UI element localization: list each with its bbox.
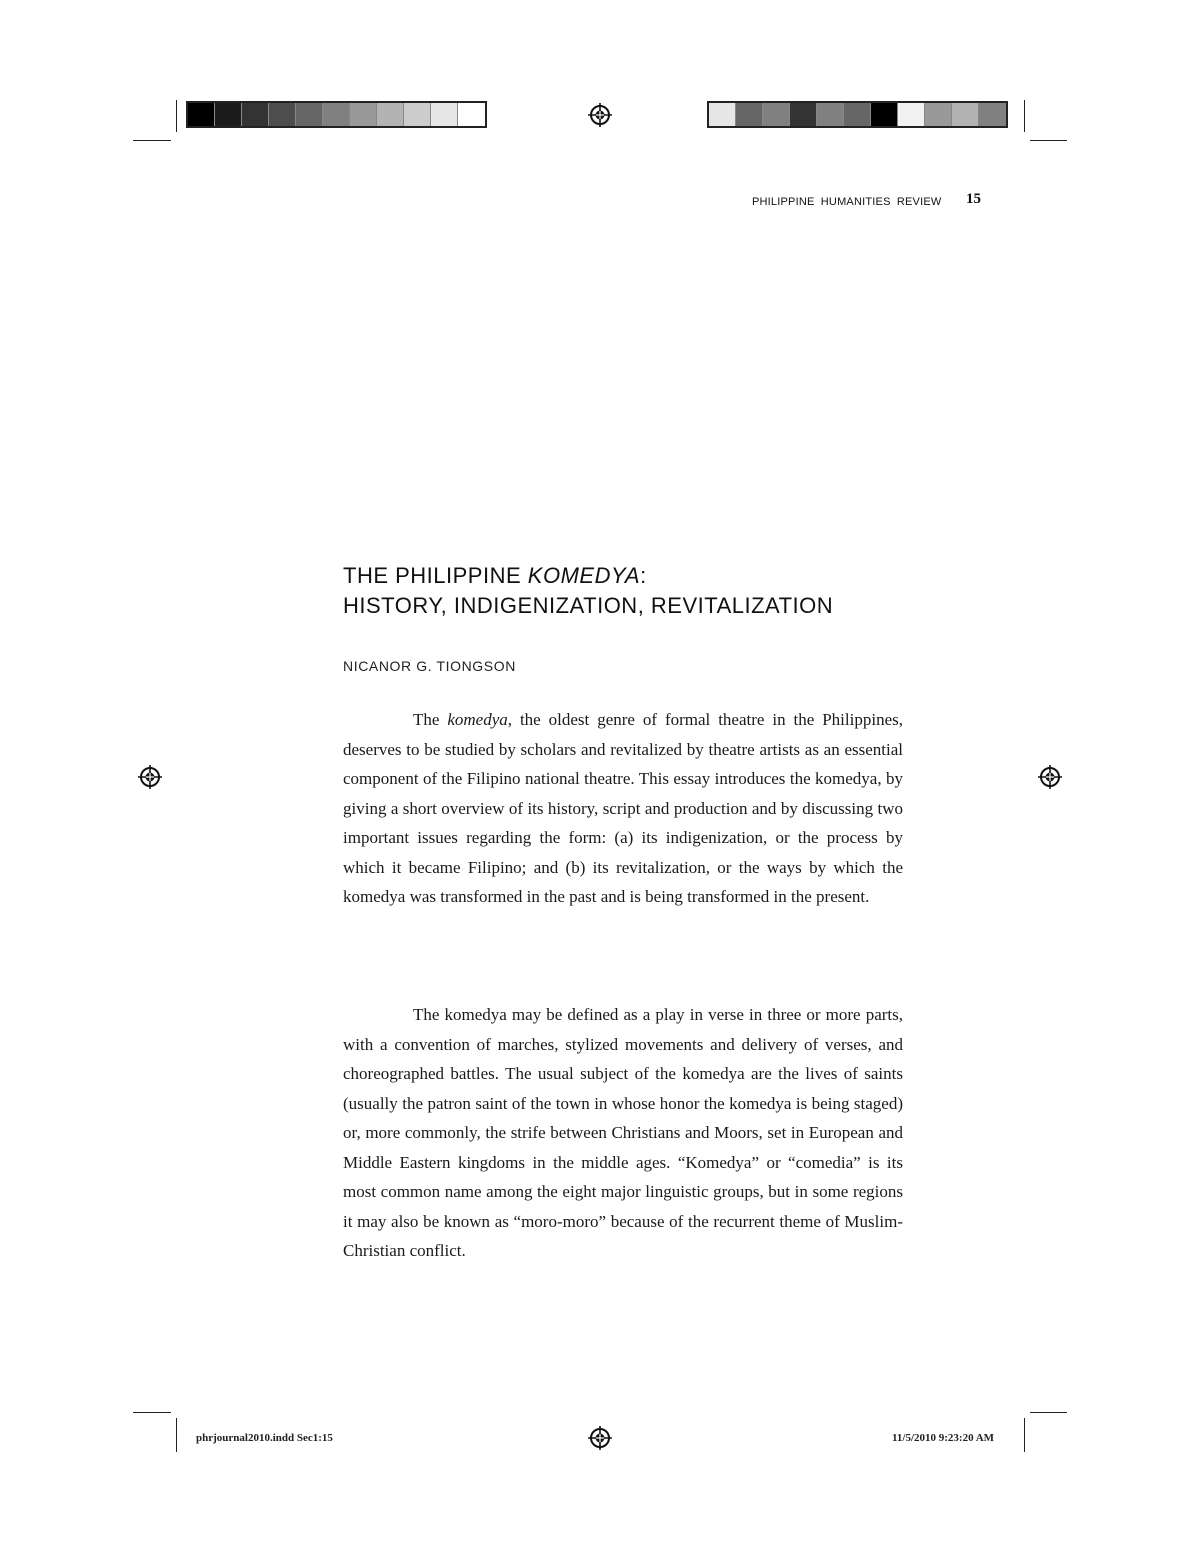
registration-mark-icon — [588, 1426, 612, 1450]
p1-rest: , the oldest genre of formal theatre in the Philippines, deserves to be studied by scholars and revitalized by theatre artists as an essential component of the Filipino national theatre. This essay introduces the komedya, by giving a short overview of its history, script and production and by discussing two important issues regarding the form: (a) its indigenization, or the process by which it became Filipino; and (b) its revitalization, or the ways by which the komedya was transformed in the past and is being transformed in the present. — [343, 710, 903, 906]
color-swatch — [323, 103, 350, 126]
crop-mark-top-right-h — [1030, 140, 1067, 141]
crop-mark-top-left-h — [133, 140, 171, 141]
grayscale-color-bar-left — [186, 101, 487, 128]
author-name: NICANOR G. TIONGSON — [343, 658, 516, 674]
color-swatch — [350, 103, 377, 126]
color-swatch — [763, 103, 790, 126]
color-swatch — [979, 103, 1006, 126]
registration-mark-icon — [588, 103, 612, 127]
date-slug: 11/5/2010 9:23:20 AM — [892, 1432, 995, 1444]
title-italic-term: KOMEDYA — [527, 563, 641, 588]
crop-mark-bottom-right-h — [1030, 1412, 1067, 1413]
paragraph-2 — [343, 1000, 903, 1266]
color-swatch — [188, 103, 215, 126]
color-swatch — [844, 103, 871, 126]
registration-mark-icon — [1038, 765, 1062, 789]
color-swatch — [871, 103, 898, 126]
color-swatch — [269, 103, 296, 126]
grayscale-color-bar-right — [707, 101, 1008, 128]
color-swatch — [709, 103, 736, 126]
paragraph-1 — [343, 705, 903, 912]
color-swatch — [458, 103, 485, 126]
p1-start: The — [413, 710, 448, 729]
crop-mark-bottom-right-v — [1024, 1418, 1025, 1452]
color-swatch — [431, 103, 458, 126]
crop-mark-bottom-left-v — [176, 1418, 177, 1452]
article-title — [343, 561, 963, 621]
running-header: PHILIPPINE HUMANITIES REVIEW — [752, 196, 942, 208]
file-slug: phrjournal2010.indd Sec1:15 — [196, 1432, 333, 1444]
crop-mark-top-right-v — [1024, 100, 1025, 132]
page-number: 15 — [966, 191, 981, 207]
title-line-1 — [343, 561, 963, 591]
color-swatch — [377, 103, 404, 126]
color-swatch — [736, 103, 763, 126]
color-swatch — [215, 103, 242, 126]
color-swatch — [404, 103, 431, 126]
p2-text: The komedya may be defined as a play in verse in three or more parts, with a convention of marches, stylized movements and delivery of verses, and choreographed battles. The usual subject of the komedya are the lives of saints (usually the patron saint of the town in whose honor the komedya is being staged) or, more commonly, the strife between Christians and Moors, set in European and Middle Eastern kingdoms in the middle ages. “Komedya” or “comedia” is its most common name among the eight major linguistic groups, but in some regions it may also be known as “moro-moro” because of the recurrent theme of Muslim-Christian conflict. — [343, 1005, 903, 1260]
crop-mark-bottom-left-h — [133, 1412, 171, 1413]
registration-mark-icon — [138, 765, 162, 789]
p1-italic: komedya — [447, 710, 508, 729]
color-swatch — [790, 103, 817, 126]
crop-mark-top-left-v — [176, 100, 177, 132]
color-swatch — [817, 103, 844, 126]
title-line-2: HISTORY, INDIGENIZATION, REVITALIZATION — [343, 593, 834, 618]
title-colon: : — [640, 563, 647, 588]
color-swatch — [296, 103, 323, 126]
color-swatch — [898, 103, 925, 126]
title-prefix: THE PHILIPPINE — [343, 563, 528, 588]
color-swatch — [952, 103, 979, 126]
color-swatch — [242, 103, 269, 126]
color-swatch — [925, 103, 952, 126]
